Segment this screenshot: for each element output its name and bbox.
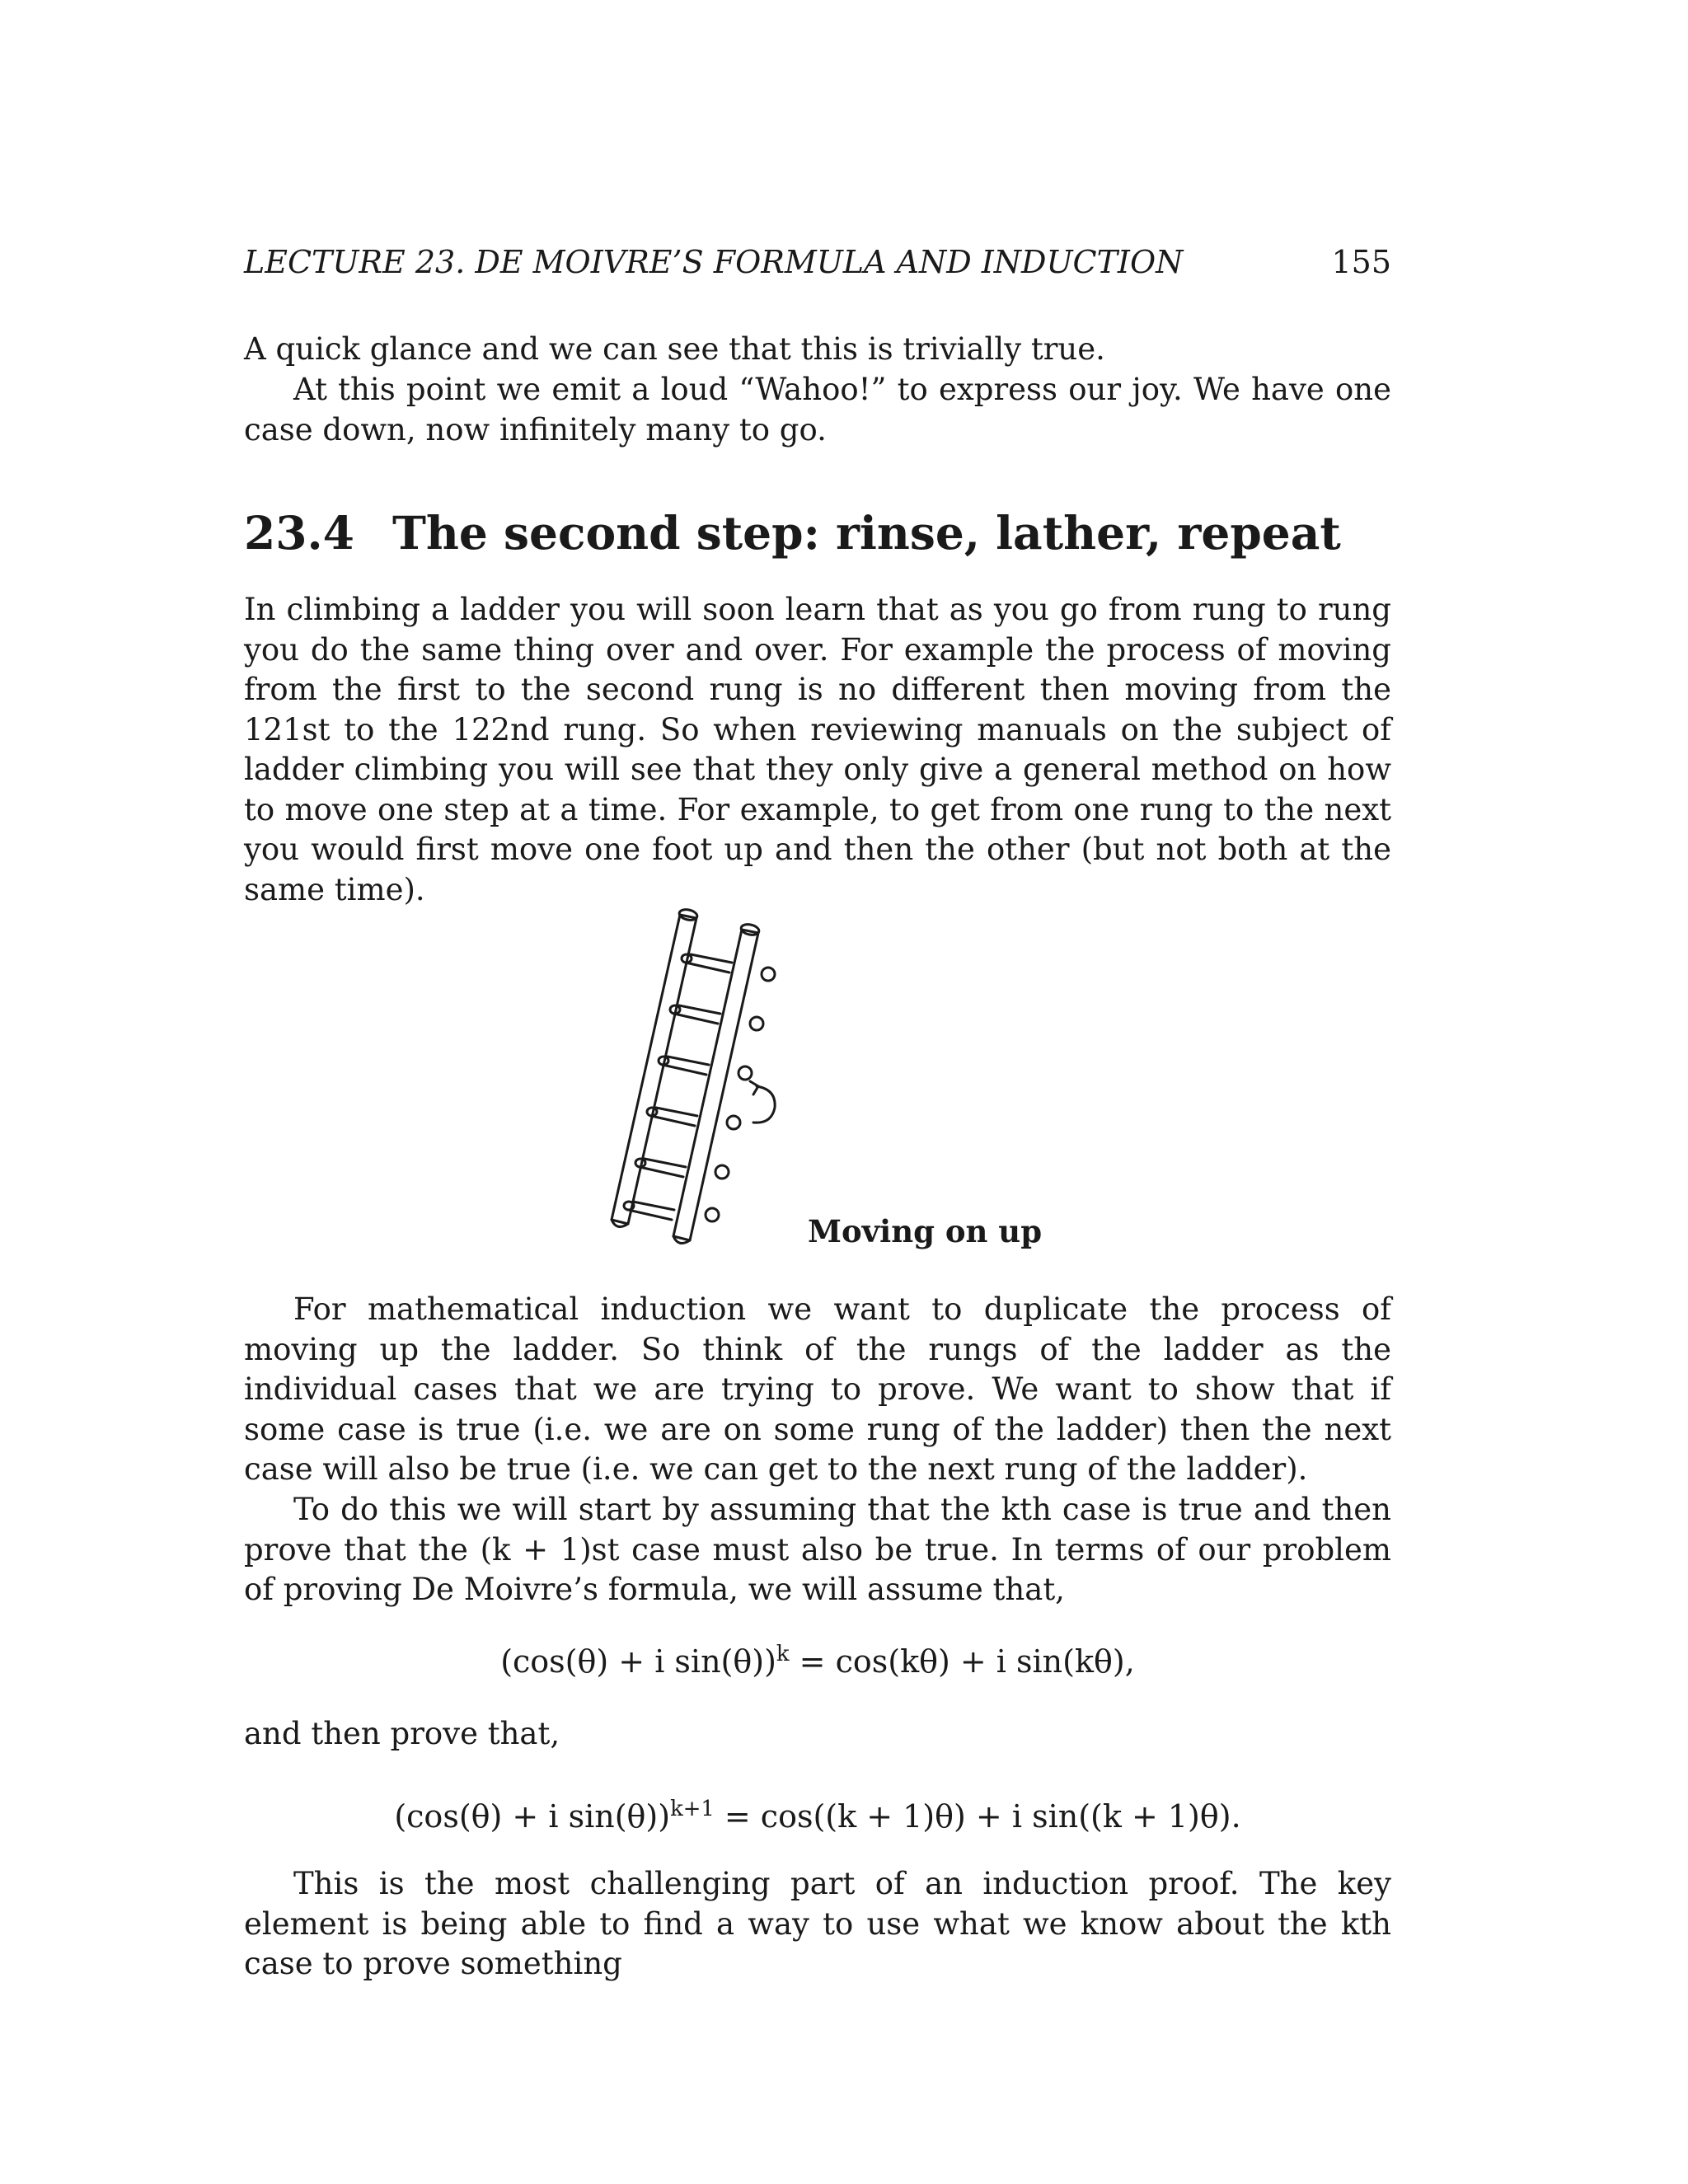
- intro-paragraph-1: A quick glance and we can see that this is trivially true.: [244, 331, 1105, 367]
- assume-paragraph: To do this we will start by assuming that the kth case is true and then prove that the (k + 1)st case must also be true. In terms of our problem of proving De Moivre’s formula, we will assume that,: [244, 1492, 1391, 1607]
- equation-1-base: (cos(θ) + i sin(θ)): [500, 1643, 776, 1680]
- challenge-paragraph: This is the most challenging part of an induction proof. The key element is being able to find a way to use what we know about the kth case to prove something: [244, 1866, 1391, 1981]
- intro-paragraph-2: At this point we emit a loud “Wahoo!” to express our joy. We have one case down, now infinitely many to go.: [244, 372, 1391, 448]
- running-title: LECTURE 23. DE MOIVRE’S FORMULA AND INDUCTION: [244, 244, 1184, 280]
- ladder-paragraph: In climbing a ladder you will soon learn that as you go from rung to rung you do the same thing over and over. For example the process of moving from the first to the second rung is no different then moving from the 121st to the 122nd rung. So when reviewing manuals on the subject of ladder climbing you will see that they only give a general method on how to move one step at a time. For example, to get from one rung to the next you would first move one foot up and then the other (but not both at the same time).: [244, 592, 1391, 907]
- equation-2-rhs: = cos((k + 1)θ) + i sin((k + 1)θ).: [714, 1798, 1241, 1835]
- running-header: [244, 241, 1391, 284]
- ladder-icon: [593, 898, 808, 1253]
- section-number: 23.4: [244, 506, 354, 560]
- page-number: 155: [1331, 244, 1391, 280]
- equation-2-base: (cos(θ) + i sin(θ)): [394, 1798, 671, 1835]
- then-paragraph: and then prove that,: [244, 1716, 560, 1751]
- equation-2-exponent: k+1: [670, 1796, 715, 1821]
- equation-k-plus-1-case: [244, 1795, 1391, 1838]
- equation-kth-case: [244, 1640, 1391, 1683]
- induction-paragraph: For mathematical induction we want to duplicate the process of moving up the ladder. So think of the rungs of the ladder as the individual cases that we are trying to prove. We want to show that if some case is true (i.e. we are on some rung of the ladder) then the next case will also be true (i.e. we can get to the next rung of the ladder).: [244, 1291, 1391, 1487]
- rotate-arrow-icon: [750, 1081, 775, 1122]
- figure-caption: Moving on up: [808, 1213, 1043, 1249]
- section-title: The second step: rinse, lather, repeat: [392, 506, 1341, 560]
- section-heading: [244, 504, 1391, 562]
- equation-1-exponent: k: [776, 1641, 790, 1666]
- equation-1-rhs: = cos(kθ) + i sin(kθ),: [789, 1643, 1135, 1680]
